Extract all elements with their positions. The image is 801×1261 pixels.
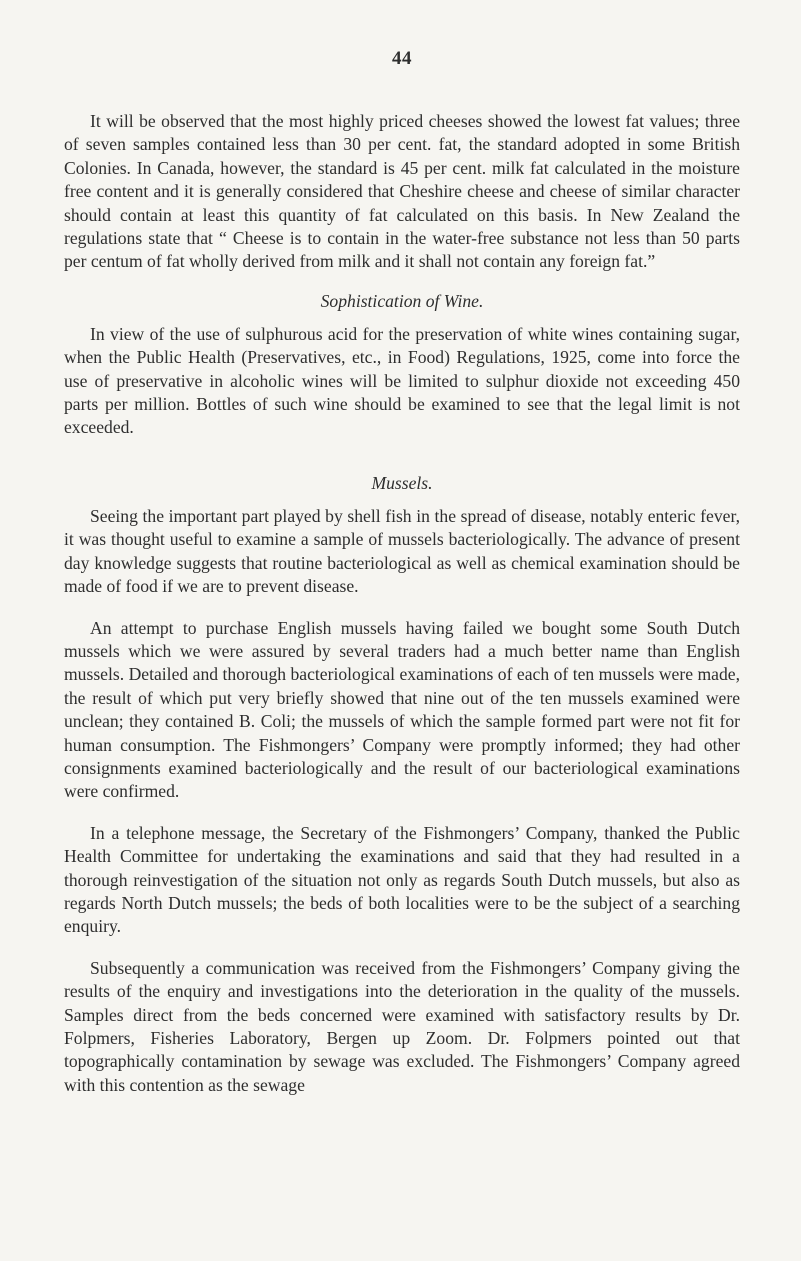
page-number: 44 (392, 48, 412, 69)
heading-mussels: Mussels. (371, 472, 433, 493)
paragraph-mussels-1: Seeing the important part played by shell fish in the spread of disease, notably enteric fever, it was thought useful to examine a sample of mussels bacteriologically. The advance of present day knowledge suggests that routine bacteriological as well as chemical examination should be made of food if we are to prevent disease. (64, 505, 740, 597)
paragraph-mussels-3: In a telephone message, the Secretary of the Fishmongers’ Company, thanked the Public Health Committee for undertaking the examinations and said that they had resulted in a thorough reinvestigation of the situation not only as regards South Dutch mussels, but also as regards North Dutch mussels; the beds of both localities were to be the subject of a searching enquiry. (64, 822, 740, 937)
paragraph-mussels-4: Subsequently a communication was received from the Fishmongers’ Company giving the results of the enquiry and investigations into the deterioration in the quality of the mussels. Samples direct from the beds concerned were examined with satisfactory results by Dr. Folpmers, Fisheries Laboratory, Bergen up Zoom. Dr. Folpmers pointed out that topographically contamination by sewage was excluded. The Fishmongers’ Company agreed with this contention as the sewage (64, 957, 740, 1095)
paragraph-mussels-2: An attempt to purchase English mussels having failed we bought some South Dutch mussels which we were assured by several traders had a much better name than English mussels. Detailed and thorough bacteriological examinations of each of ten mussels were made, the result of which put very briefly showed that nine out of the ten mussels examined were unclean; they contained B. Coli; the mussels of which the sample formed part were not fit for human consumption. The Fishmongers’ Company were promptly informed; they had other consignments examined bacteriologically and the result of our bacteriological examinations were confirmed. (64, 617, 740, 802)
document-page (64, 48, 740, 1097)
heading-sophistication-of-wine: Sophistication of Wine. (320, 290, 484, 311)
paragraph-cheese: It will be observed that the most highly priced cheeses showed the lowest fat values; three of seven samples contained less than 30 per cent. fat, the standard adopted in some British Colonies. In Canada, however, the standard is 45 per cent. milk fat calculated in the moisture free content and it is generally considered that Cheshire cheese and cheese of similar character should contain at least this quantity of fat calculated on this basis. In New Zealand the regulations state that “ Cheese is to contain in the water-free substance not less than 50 parts per centum of fat wholly derived from milk and it shall not contain any foreign fat.” (64, 111, 740, 272)
paragraph-wine: In view of the use of sulphurous acid for the preservation of white wines containing sugar, when the Public Health (Preservatives, etc., in Food) Regulations, 1925, come into force the use of preservative in alcoholic wines will be limited to sulphur dioxide not exceeding 450 parts per million. Bottles of such wine should be examined to see that the legal limit is not exceeded. (64, 323, 740, 438)
